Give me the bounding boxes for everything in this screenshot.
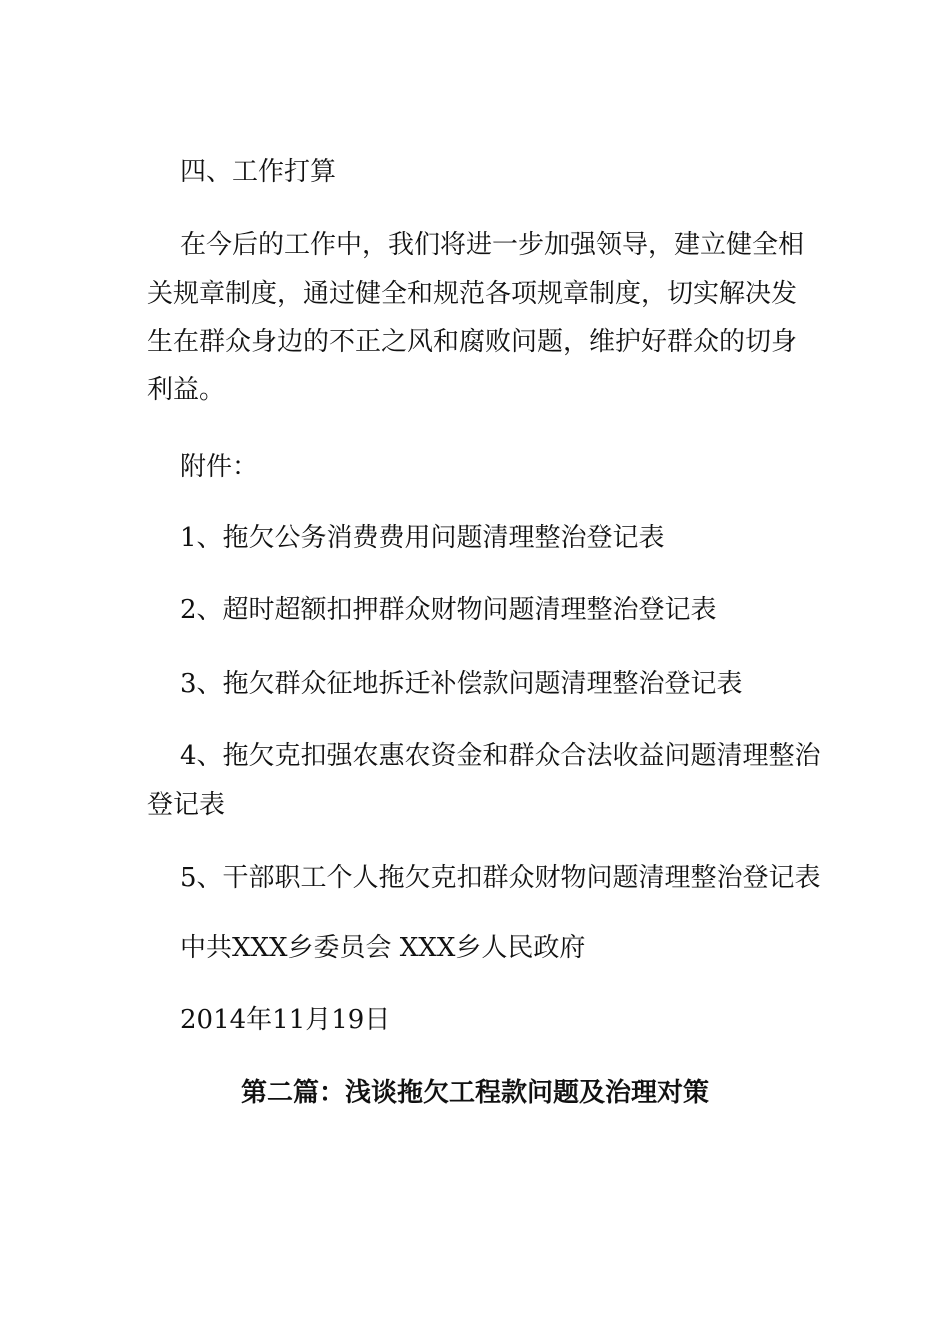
paragraph-line: 利益。 [147,375,226,405]
next-article-title: 第二篇：浅谈拖欠工程款问题及治理对策 [240,1078,709,1108]
attachment-item-continued: 登记表 [147,790,226,820]
attachment-item: 4、拖欠克扣强农惠农资金和群众合法收益问题清理整治 [180,741,821,771]
paragraph-line: 在今后的工作中，我们将进一步加强领导，建立健全相 [180,230,805,260]
attachment-item: 2、超时超额扣押群众财物问题清理整治登记表 [180,595,717,625]
date: 2014年11月19日 [180,1005,391,1035]
paragraph-line: 关规章制度，通过健全和规范各项规章制度，切实解决发 [147,279,798,309]
attachment-item: 3、拖欠群众征地拆迁补偿款问题清理整治登记表 [180,669,743,699]
section-heading: 四、工作打算 [180,157,337,187]
signature: 中共XXX乡委员会 XXX乡人民政府 [180,933,586,963]
attachment-item: 5、干部职工个人拖欠克扣群众财物问题清理整治登记表 [180,863,821,893]
attachments-label: 附件： [180,452,259,482]
attachment-item: 1、拖欠公务消费费用问题清理整治登记表 [180,523,665,553]
paragraph-line: 生在群众身边的不正之风和腐败问题，维护好群众的切身 [147,327,798,357]
